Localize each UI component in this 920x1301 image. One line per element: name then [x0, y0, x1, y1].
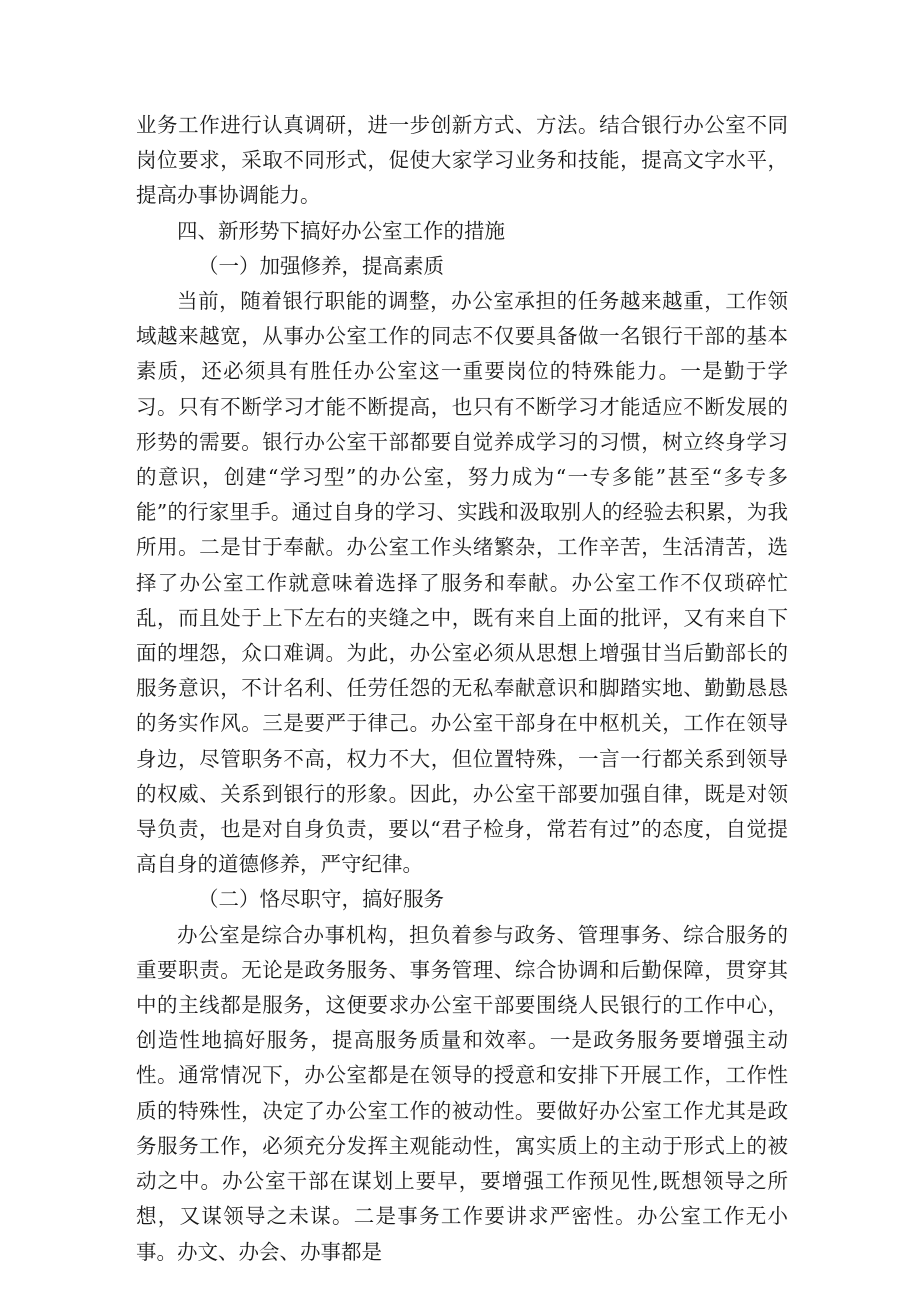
subsection-heading-2: （二）恪尽职守，搞好服务 [198, 887, 444, 912]
body-paragraph-1: 当前，随着银行职能的调整，办公室承担的任务越来越重，工作领域越来越宽，从事办公室工作的同志不仅要具备做一名银行干部的基本素质，还必须具有胜任办公室这一重要岗位的特殊能力。一是勤于学习。只有不断学习才能不断提高，也只有不断学习才能适应不断发展的形势的需要。银行办公室干部都要自觉养成学习的习惯，树立终身学习的意识，创建“学习型”的办公室，努力成为“一专多能”甚至“多专多能”的行家里手。通过自身的学习、实践和汲取别人的经验去积累，为我所用。二是甘于奉献。办公室工作头绪繁杂，工作辛苦，生活清苦，选择了办公室工作就意味着选择了服务和奉献。办公室工作不仅琐碎忙乱，而且处于上下左右的夹缝之中，既有来自上面的批评，又有来自下面的埋怨，众口难调。为此，办公室必须从思想上增强甘当后勤部长的服务意识，不计名利、任劳任怨的无私奉献意识和脚踏实地、勤勤恳恳的务实作风。三是要严于律己。办公室干部身在中枢机关，工作在领导身边，尽管职务不高，权力不大，但位置特殊，一言一行都关系到领导的权威、关系到银行的形象。因此，办公室干部要加强自律，既是对领导负责，也是对自身负责，要以“君子检身，常若有过”的态度，自觉提高自身的道德修养，严守纪律。 [136, 289, 788, 877]
document-body [136, 108, 788, 1270]
continuation-paragraph: 业务工作进行认真调研，进一步创新方式、方法。结合银行办公室不同岗位要求，采取不同形式，促使大家学习业务和技能，提高文字水平，提高办事协调能力。 [136, 113, 788, 208]
body-paragraph-2: 办公室是综合办事机构，担负着参与政务、管理事务、综合服务的重要职责。无论是政务服务、事务管理、综合协调和后勤保障，贯穿其中的主线都是服务，这便要求办公室干部要围绕人民银行的工作中心，创造性地搞好服务，提高服务质量和效率。一是政务服务要增强主动性。通常情况下，办公室都是在领导的授意和安排下开展工作，工作性质的特殊性，决定了办公室工作的被动性。要做好办公室工作尤其是政务服务工作，必须充分发挥主观能动性，寓实质上的主动于形式上的被动之中。办公室干部在谋划上要早，要增强工作预见性,既想领导之所想，又谋领导之未谋。二是事务工作要讲求严密性。办公室工作无小事。办文、办会、办事都是 [136, 922, 788, 1264]
section-heading: 四、新形势下搞好办公室工作的措施 [177, 218, 505, 243]
subsection-heading-1: （一）加强修养，提高素质 [198, 253, 444, 278]
